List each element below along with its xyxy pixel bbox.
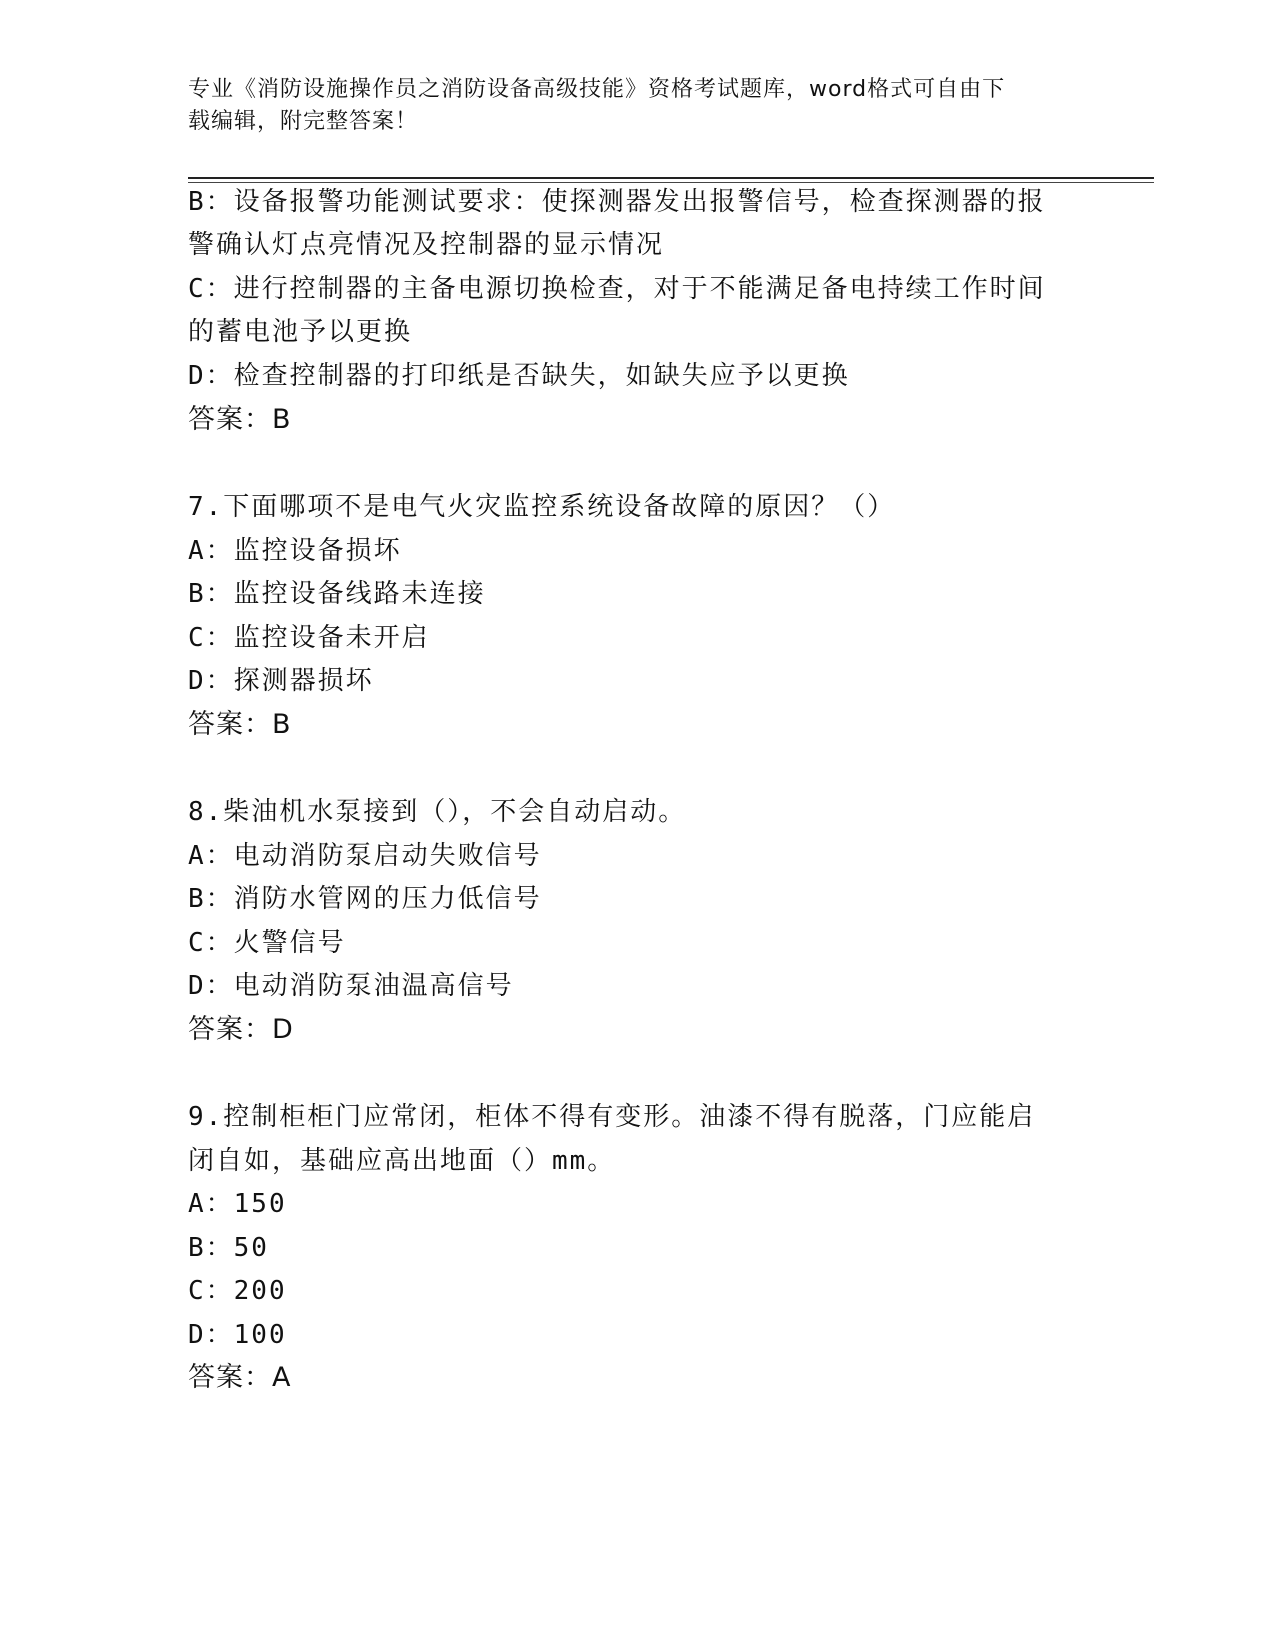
q7-option-d: D：探测器损坏 [188,666,374,696]
q9-question-line-1: 9.控制柜柜门应常闭，柜体不得有变形。油漆不得有脱落，门应能启 [188,1102,1036,1132]
q6-option-c-line-2: 的蓄电池予以更换 [188,317,413,347]
header-divider-thin [188,182,1154,183]
q7-answer: 答案：B [188,709,292,740]
q8-question: 8.柴油机水泵接到（），不会自动启动。 [188,797,687,827]
q8-option-c: C：火警信号 [188,928,346,958]
q9-option-c: C：200 [188,1276,287,1306]
q7-question: 7.下面哪项不是电气火灾监控系统设备故障的原因？（） [188,492,896,522]
document-header [188,74,1088,138]
q8-answer: 答案：D [188,1014,294,1045]
q8-option-b: B：消防水管网的压力低信号 [188,884,542,914]
header-line-2: 载编辑，附完整答案！ [188,109,419,134]
q6-option-b-line-2: 警确认灯点亮情况及控制器的显示情况 [188,230,665,260]
q8-option-a: A：电动消防泵启动失败信号 [188,841,542,871]
q9-question-line-2: 闭自如，基础应高出地面（）mm。 [188,1146,616,1176]
q6-answer: 答案：B [188,404,292,435]
q9-option-a: A：150 [188,1189,287,1219]
q7-option-b: B：监控设备线路未连接 [188,579,486,609]
q6-option-d: D：检查控制器的打印纸是否缺失，如缺失应予以更换 [188,361,850,391]
q9-option-d: D：100 [188,1320,287,1350]
q8-option-d: D：电动消防泵油温高信号 [188,971,514,1001]
q9-option-b: B：50 [188,1233,269,1263]
q9-answer: 答案：A [188,1362,292,1393]
q7-option-a: A：监控设备损坏 [188,536,402,566]
header-line-1: 专业《消防设施操作员之消防设备高级技能》资格考试题库，word格式可自由下 [188,77,1006,102]
q6-option-b-line-1: B：设备报警功能测试要求：使探测器发出报警信号，检查探测器的报 [188,187,1046,217]
q6-option-c-line-1: C：进行控制器的主备电源切换检查，对于不能满足备电持续工作时间 [188,274,1046,304]
q7-option-c: C：监控设备未开启 [188,623,430,653]
header-divider-thick [188,177,1154,179]
